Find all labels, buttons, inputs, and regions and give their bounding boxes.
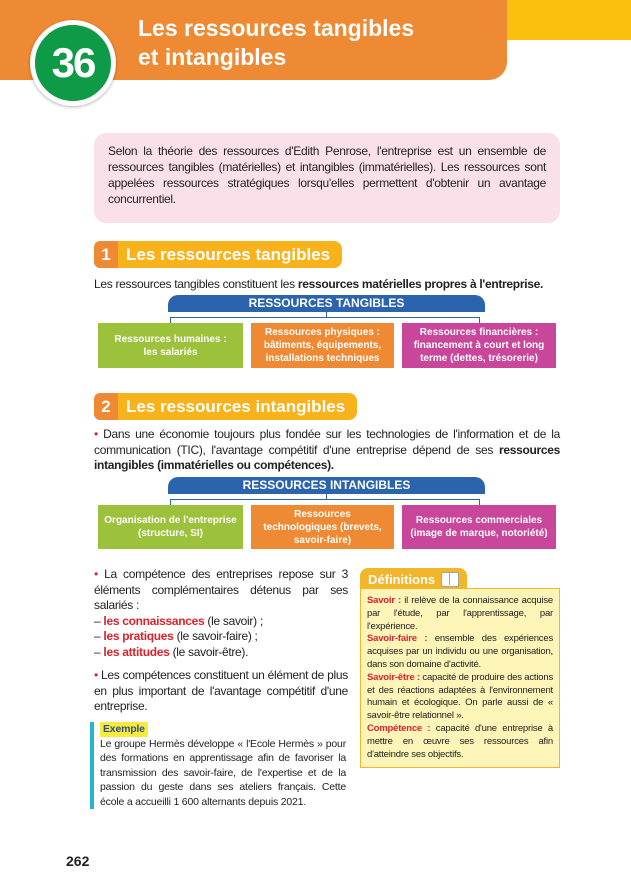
page-number: 262 [66,853,90,869]
section-number: 2 [94,393,118,420]
list-item: – les pratiques (le savoir-faire) ; [94,629,258,643]
term: les connaissances [103,613,205,628]
text: il relève de la connaissance acquise par l'étude, par l'apprentissage, par l'expérience. [367,595,553,632]
definition-item [367,633,553,671]
example-label: Exemple [100,722,148,737]
list-item: – les attitudes (le savoir-être). [94,644,249,659]
term: Savoir : [367,595,402,606]
term: les pratiques [103,629,174,643]
bullet-icon: • [94,427,104,441]
text: Les ressources tangibles constituent les [94,277,298,291]
diagram-title: RESSOURCES TANGIBLES [168,295,485,312]
list-item: – les connaissances (le savoir) ; [94,613,263,628]
text: Les compétences constituent un élément de plus en plus important de l'avantage compétitif d'une entreprise. [94,668,348,713]
bold-text: ressources matérielles propres à l'entreprise. [297,277,544,291]
box-human: Ressources humaines : les salariés [98,323,243,368]
book-icon [441,572,459,587]
competences-intro [94,567,348,614]
term: Savoir-faire : [367,633,428,645]
definition-item [367,672,553,723]
section1-text [94,277,560,293]
title-line1: Les ressources tangibles [138,15,415,41]
section-number: 1 [94,241,118,268]
term: Compétence : [367,722,431,734]
definitions-box [360,588,560,768]
bullet-icon: • [94,668,102,682]
competences-para2 [94,668,348,715]
bold-text: ressources intangibles (immatérielles ou compétences). [94,442,560,472]
text: capacité d'une entreprise à mettre en œuvre ses ressources afin d'atteindre ses objectifs. [367,722,553,760]
connector [326,312,327,318]
definitions-tab [360,568,467,590]
example-box [90,722,346,809]
box-financial: Ressources financières : financement à court et long terme (dettes, trésorerie) [402,323,556,368]
text: ensemble des expériences acquises par un individu ou une organisation, dans son domaine d'activité. [367,633,553,670]
connector [326,494,327,500]
page-title [138,14,414,72]
box-organisation: Organisation de l'entreprise (structure, SI) [98,505,243,549]
section-title: Les ressources tangibles [118,241,342,268]
box-physical: Ressources physiques : bâtiments, équipements, installations techniques [251,323,394,368]
intro-box: Selon la théorie des ressources d'Edith Penrose, l'entreprise est un ensemble de ressources tangibles (matérielles) et intangibles (immatérielles). Les ressources sont appelées ressources stratégiques lorsqu'elles permettent d'obtenir un avantage concurrentiel. [94,133,560,223]
box-technological: Ressources technologiques (brevets, savoir-faire) [251,505,394,549]
connector [170,317,480,318]
competences-block [94,567,348,715]
title-line2: et intangibles [138,44,287,70]
text: La compétence des entreprises repose sur 3 éléments complémentaires détenus par ses salariés : [94,567,348,612]
box-commercial: Ressources commerciales (image de marque, notoriété) [402,505,556,549]
text: Dans une économie toujours plus fondée sur les technologies de l'information et de la communication (TIC), l'avantage compétitif d'une entreprise dépend de ses [94,427,560,457]
corner-accent [507,0,631,40]
term: les attitudes [103,644,170,659]
section1-heading [94,241,342,268]
term: Savoir-être : [367,671,420,683]
bullet-icon: • [94,567,105,581]
chapter-number: 36 [30,20,116,106]
section2-text [94,427,560,474]
definition-item [367,595,553,633]
diagram-title: RESSOURCES INTANGIBLES [168,477,485,494]
text: (le savoir-être). [169,644,249,659]
connector [170,499,480,500]
text: (le savoir-faire) ; [173,629,258,643]
definitions-title: Définitions [368,571,436,587]
definition-item [367,723,553,761]
text: (le savoir) ; [204,613,263,628]
section2-heading [94,393,357,420]
example-text: Le groupe Hermès développe « l'Ecole Hermès » pour des formations en apprentissage afin de favoriser la transmission des savoir-faire, de l'expertise et de la passion du geste dans ses ateliers français. Cette école a accueilli 1 600 alternants depuis 2021. [100,737,346,808]
text: capacité de produire des actions et des réactions adaptées à l'environnement humain et écologique. On parle aussi de « savoir-être relationnel ». [367,671,553,722]
section-title: Les ressources intangibles [118,393,357,420]
